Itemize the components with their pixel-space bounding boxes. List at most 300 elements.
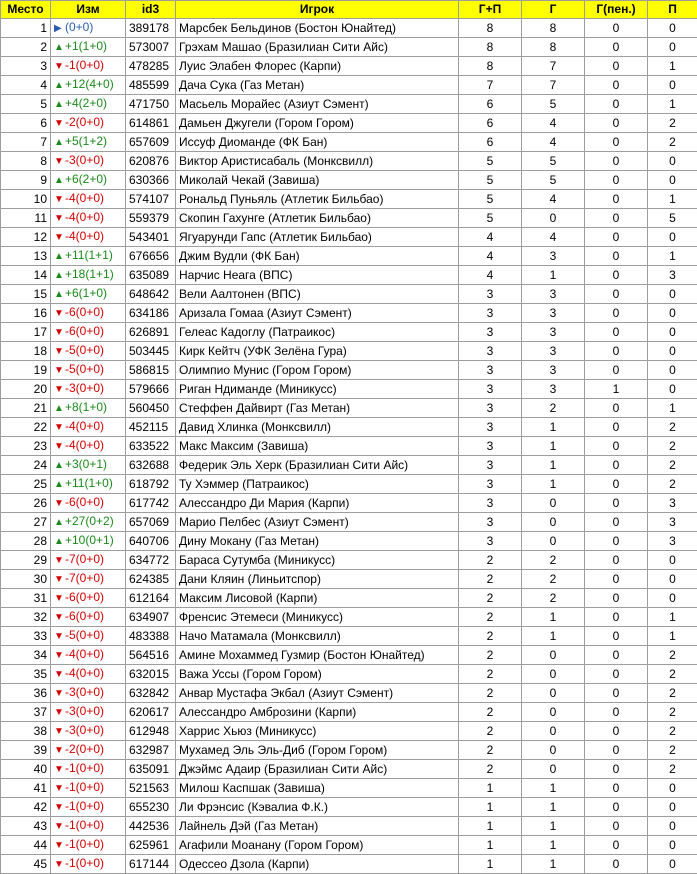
- goals-cell[interactable]: 1: [522, 437, 585, 456]
- penalty-goals-cell[interactable]: 0: [585, 152, 648, 171]
- rank-cell[interactable]: 7: [1, 133, 51, 152]
- rank-cell[interactable]: 4: [1, 76, 51, 95]
- player-cell[interactable]: Дача Сука (Газ Метан): [176, 76, 459, 95]
- rank-cell[interactable]: 32: [1, 608, 51, 627]
- rank-cell[interactable]: 37: [1, 703, 51, 722]
- id-cell[interactable]: 612164: [126, 589, 176, 608]
- goals-assists-cell[interactable]: 1: [459, 836, 522, 855]
- assists-cell[interactable]: 2: [648, 456, 697, 475]
- rank-cell[interactable]: 22: [1, 418, 51, 437]
- change-cell[interactable]: [51, 741, 126, 760]
- table-row[interactable]: [1, 456, 697, 475]
- goals-assists-cell[interactable]: 8: [459, 57, 522, 76]
- goals-assists-cell[interactable]: 2: [459, 703, 522, 722]
- table-row[interactable]: [1, 570, 697, 589]
- penalty-goals-cell[interactable]: 0: [585, 133, 648, 152]
- id-cell[interactable]: 626891: [126, 323, 176, 342]
- goals-cell[interactable]: 1: [522, 779, 585, 798]
- goals-assists-cell[interactable]: 8: [459, 38, 522, 57]
- table-row[interactable]: [1, 133, 697, 152]
- change-cell[interactable]: [51, 133, 126, 152]
- goals-assists-cell[interactable]: 8: [459, 19, 522, 38]
- goals-assists-cell[interactable]: 1: [459, 798, 522, 817]
- assists-cell[interactable]: 0: [648, 570, 697, 589]
- assists-cell[interactable]: 2: [648, 684, 697, 703]
- change-cell[interactable]: [51, 703, 126, 722]
- player-cell[interactable]: Максим Лисовой (Карпи): [176, 589, 459, 608]
- goals-assists-cell[interactable]: 6: [459, 114, 522, 133]
- goals-cell[interactable]: 4: [522, 228, 585, 247]
- assists-cell[interactable]: 0: [648, 380, 697, 399]
- assists-cell[interactable]: 2: [648, 760, 697, 779]
- goals-cell[interactable]: 3: [522, 323, 585, 342]
- player-cell[interactable]: Одессео Дзола (Карпи): [176, 855, 459, 874]
- change-cell[interactable]: [51, 532, 126, 551]
- player-cell[interactable]: Милош Каспшак (Завиша): [176, 779, 459, 798]
- player-cell[interactable]: Амине Мохаммед Гузмир (Бостон Юнайтед): [176, 646, 459, 665]
- goals-assists-cell[interactable]: 3: [459, 304, 522, 323]
- penalty-goals-cell[interactable]: 0: [585, 437, 648, 456]
- goals-assists-cell[interactable]: 3: [459, 437, 522, 456]
- goals-assists-cell[interactable]: 6: [459, 133, 522, 152]
- goals-assists-cell[interactable]: 2: [459, 665, 522, 684]
- table-row[interactable]: [1, 836, 697, 855]
- assists-cell[interactable]: 1: [648, 57, 697, 76]
- goals-assists-cell[interactable]: 2: [459, 589, 522, 608]
- table-row[interactable]: [1, 551, 697, 570]
- id-cell[interactable]: 632688: [126, 456, 176, 475]
- goals-cell[interactable]: 3: [522, 304, 585, 323]
- goals-assists-cell[interactable]: 3: [459, 494, 522, 513]
- player-cell[interactable]: Мухамед Эль Эль-Диб (Гором Гором): [176, 741, 459, 760]
- assists-cell[interactable]: 0: [648, 817, 697, 836]
- table-row[interactable]: [1, 627, 697, 646]
- assists-cell[interactable]: 2: [648, 741, 697, 760]
- penalty-goals-cell[interactable]: 0: [585, 494, 648, 513]
- table-row[interactable]: [1, 855, 697, 874]
- goals-assists-cell[interactable]: 3: [459, 513, 522, 532]
- id-cell[interactable]: 620876: [126, 152, 176, 171]
- goals-cell[interactable]: 0: [522, 513, 585, 532]
- goals-cell[interactable]: 2: [522, 570, 585, 589]
- goals-assists-cell[interactable]: 4: [459, 247, 522, 266]
- penalty-goals-cell[interactable]: 0: [585, 817, 648, 836]
- table-row[interactable]: [1, 513, 697, 532]
- goals-assists-cell[interactable]: 3: [459, 380, 522, 399]
- rank-cell[interactable]: 3: [1, 57, 51, 76]
- player-cell[interactable]: Нарчис Неага (ВПС): [176, 266, 459, 285]
- change-cell[interactable]: [51, 798, 126, 817]
- rank-cell[interactable]: 9: [1, 171, 51, 190]
- assists-cell[interactable]: 0: [648, 361, 697, 380]
- player-cell[interactable]: Луис Элабен Флорес (Карпи): [176, 57, 459, 76]
- goals-cell[interactable]: 0: [522, 760, 585, 779]
- goals-assists-cell[interactable]: 2: [459, 760, 522, 779]
- rank-cell[interactable]: 13: [1, 247, 51, 266]
- change-cell[interactable]: [51, 684, 126, 703]
- change-cell[interactable]: [51, 114, 126, 133]
- player-cell[interactable]: Ягуарунди Гапс (Атлетик Бильбао): [176, 228, 459, 247]
- table-row[interactable]: [1, 342, 697, 361]
- assists-cell[interactable]: 2: [648, 646, 697, 665]
- goals-cell[interactable]: 7: [522, 76, 585, 95]
- change-cell[interactable]: [51, 380, 126, 399]
- player-cell[interactable]: Аризала Гомаа (Азиут Сэмент): [176, 304, 459, 323]
- player-cell[interactable]: Марсбек Бельдинов (Бостон Юнайтед): [176, 19, 459, 38]
- table-row[interactable]: [1, 228, 697, 247]
- rank-cell[interactable]: 24: [1, 456, 51, 475]
- penalty-goals-cell[interactable]: 0: [585, 285, 648, 304]
- goals-cell[interactable]: 8: [522, 38, 585, 57]
- rank-cell[interactable]: 33: [1, 627, 51, 646]
- player-cell[interactable]: Дину Мокану (Газ Метан): [176, 532, 459, 551]
- change-cell[interactable]: [51, 190, 126, 209]
- goals-assists-cell[interactable]: 3: [459, 532, 522, 551]
- table-row[interactable]: [1, 247, 697, 266]
- change-cell[interactable]: [51, 551, 126, 570]
- change-cell[interactable]: [51, 228, 126, 247]
- change-cell[interactable]: [51, 836, 126, 855]
- penalty-goals-cell[interactable]: 0: [585, 114, 648, 133]
- id-cell[interactable]: 617742: [126, 494, 176, 513]
- rank-cell[interactable]: 35: [1, 665, 51, 684]
- table-row[interactable]: [1, 684, 697, 703]
- rank-cell[interactable]: 17: [1, 323, 51, 342]
- table-row[interactable]: [1, 703, 697, 722]
- change-cell[interactable]: [51, 627, 126, 646]
- id-cell[interactable]: 640706: [126, 532, 176, 551]
- change-cell[interactable]: [51, 475, 126, 494]
- id-cell[interactable]: 657609: [126, 133, 176, 152]
- table-row[interactable]: [1, 380, 697, 399]
- id-cell[interactable]: 483388: [126, 627, 176, 646]
- player-cell[interactable]: Рональд Пуньяль (Атлетик Бильбао): [176, 190, 459, 209]
- id-cell[interactable]: 543401: [126, 228, 176, 247]
- goals-cell[interactable]: 1: [522, 798, 585, 817]
- assists-cell[interactable]: 0: [648, 304, 697, 323]
- id-cell[interactable]: 676656: [126, 247, 176, 266]
- goals-assists-cell[interactable]: 3: [459, 418, 522, 437]
- rank-cell[interactable]: 18: [1, 342, 51, 361]
- rank-cell[interactable]: 21: [1, 399, 51, 418]
- penalty-goals-cell[interactable]: 0: [585, 836, 648, 855]
- goals-cell[interactable]: 3: [522, 285, 585, 304]
- penalty-goals-cell[interactable]: 0: [585, 532, 648, 551]
- rank-cell[interactable]: 39: [1, 741, 51, 760]
- change-cell[interactable]: [51, 817, 126, 836]
- table-row[interactable]: [1, 722, 697, 741]
- penalty-goals-cell[interactable]: 0: [585, 456, 648, 475]
- assists-cell[interactable]: 2: [648, 133, 697, 152]
- id-cell[interactable]: 655230: [126, 798, 176, 817]
- rank-cell[interactable]: 25: [1, 475, 51, 494]
- header-penalty-goals[interactable]: Г(пен.): [585, 1, 648, 19]
- table-row[interactable]: [1, 475, 697, 494]
- id-cell[interactable]: 632987: [126, 741, 176, 760]
- goals-cell[interactable]: 1: [522, 855, 585, 874]
- goals-cell[interactable]: 1: [522, 266, 585, 285]
- goals-assists-cell[interactable]: 2: [459, 722, 522, 741]
- id-cell[interactable]: 574107: [126, 190, 176, 209]
- id-cell[interactable]: 521563: [126, 779, 176, 798]
- id-cell[interactable]: 442536: [126, 817, 176, 836]
- assists-cell[interactable]: 0: [648, 855, 697, 874]
- rank-cell[interactable]: 6: [1, 114, 51, 133]
- assists-cell[interactable]: 0: [648, 798, 697, 817]
- change-cell[interactable]: [51, 665, 126, 684]
- goals-cell[interactable]: 5: [522, 171, 585, 190]
- goals-assists-cell[interactable]: 2: [459, 551, 522, 570]
- change-cell[interactable]: [51, 247, 126, 266]
- header-goals-assists[interactable]: Г+П: [459, 1, 522, 19]
- goals-cell[interactable]: 2: [522, 551, 585, 570]
- table-row[interactable]: [1, 266, 697, 285]
- goals-assists-cell[interactable]: 2: [459, 570, 522, 589]
- goals-cell[interactable]: 5: [522, 95, 585, 114]
- id-cell[interactable]: 452115: [126, 418, 176, 437]
- player-cell[interactable]: Френсис Этемеси (Миникусс): [176, 608, 459, 627]
- penalty-goals-cell[interactable]: 0: [585, 95, 648, 114]
- assists-cell[interactable]: 0: [648, 779, 697, 798]
- goals-cell[interactable]: 3: [522, 380, 585, 399]
- rank-cell[interactable]: 10: [1, 190, 51, 209]
- penalty-goals-cell[interactable]: 0: [585, 399, 648, 418]
- assists-cell[interactable]: 1: [648, 190, 697, 209]
- rank-cell[interactable]: 15: [1, 285, 51, 304]
- table-row[interactable]: [1, 152, 697, 171]
- id-cell[interactable]: 485599: [126, 76, 176, 95]
- penalty-goals-cell[interactable]: 0: [585, 361, 648, 380]
- header-rank[interactable]: Место: [1, 1, 51, 19]
- player-cell[interactable]: Джим Вудли (ФК Бан): [176, 247, 459, 266]
- change-cell[interactable]: [51, 57, 126, 76]
- player-cell[interactable]: Риган Ндиманде (Миникусс): [176, 380, 459, 399]
- goals-cell[interactable]: 5: [522, 152, 585, 171]
- goals-assists-cell[interactable]: 3: [459, 361, 522, 380]
- player-cell[interactable]: Ли Фрэнсис (Кэвалиа Ф.К.): [176, 798, 459, 817]
- id-cell[interactable]: 471750: [126, 95, 176, 114]
- goals-cell[interactable]: 3: [522, 361, 585, 380]
- player-cell[interactable]: Дани Кляин (Линьитспор): [176, 570, 459, 589]
- id-cell[interactable]: 635091: [126, 760, 176, 779]
- id-cell[interactable]: 635089: [126, 266, 176, 285]
- table-row[interactable]: [1, 608, 697, 627]
- table-row[interactable]: [1, 741, 697, 760]
- penalty-goals-cell[interactable]: 0: [585, 665, 648, 684]
- penalty-goals-cell[interactable]: 0: [585, 589, 648, 608]
- rank-cell[interactable]: 45: [1, 855, 51, 874]
- rank-cell[interactable]: 14: [1, 266, 51, 285]
- player-cell[interactable]: Анвар Мустафа Экбал (Азиут Сэмент): [176, 684, 459, 703]
- header-goals[interactable]: Г: [522, 1, 585, 19]
- penalty-goals-cell[interactable]: 0: [585, 798, 648, 817]
- goals-cell[interactable]: 1: [522, 817, 585, 836]
- goals-assists-cell[interactable]: 2: [459, 627, 522, 646]
- assists-cell[interactable]: 0: [648, 342, 697, 361]
- change-cell[interactable]: [51, 171, 126, 190]
- player-cell[interactable]: Агафили Моанану (Гором Гором): [176, 836, 459, 855]
- table-row[interactable]: [1, 304, 697, 323]
- assists-cell[interactable]: 2: [648, 437, 697, 456]
- table-row[interactable]: [1, 57, 697, 76]
- assists-cell[interactable]: 0: [648, 551, 697, 570]
- player-cell[interactable]: Иссуф Диоманде (ФК Бан): [176, 133, 459, 152]
- assists-cell[interactable]: 2: [648, 722, 697, 741]
- id-cell[interactable]: 632842: [126, 684, 176, 703]
- id-cell[interactable]: 634907: [126, 608, 176, 627]
- table-row[interactable]: [1, 589, 697, 608]
- penalty-goals-cell[interactable]: 0: [585, 418, 648, 437]
- change-cell[interactable]: [51, 855, 126, 874]
- table-row[interactable]: [1, 494, 697, 513]
- player-cell[interactable]: Виктор Аристисабаль (Монксвилл): [176, 152, 459, 171]
- table-row[interactable]: [1, 171, 697, 190]
- assists-cell[interactable]: 5: [648, 209, 697, 228]
- penalty-goals-cell[interactable]: 0: [585, 209, 648, 228]
- id-cell[interactable]: 389178: [126, 19, 176, 38]
- table-row[interactable]: [1, 817, 697, 836]
- id-cell[interactable]: 625961: [126, 836, 176, 855]
- change-cell[interactable]: [51, 285, 126, 304]
- penalty-goals-cell[interactable]: 0: [585, 779, 648, 798]
- penalty-goals-cell[interactable]: 0: [585, 760, 648, 779]
- goals-cell[interactable]: 7: [522, 57, 585, 76]
- rank-cell[interactable]: 31: [1, 589, 51, 608]
- penalty-goals-cell[interactable]: 0: [585, 171, 648, 190]
- goals-assists-cell[interactable]: 5: [459, 171, 522, 190]
- rank-cell[interactable]: 5: [1, 95, 51, 114]
- id-cell[interactable]: 559379: [126, 209, 176, 228]
- player-cell[interactable]: Алессандро Ди Мария (Карпи): [176, 494, 459, 513]
- goals-cell[interactable]: 0: [522, 646, 585, 665]
- rank-cell[interactable]: 19: [1, 361, 51, 380]
- goals-cell[interactable]: 1: [522, 608, 585, 627]
- player-cell[interactable]: Алессандро Амброзини (Карпи): [176, 703, 459, 722]
- player-cell[interactable]: Скопин Гахунге (Атлетик Бильбао): [176, 209, 459, 228]
- penalty-goals-cell[interactable]: 0: [585, 247, 648, 266]
- goals-cell[interactable]: 1: [522, 418, 585, 437]
- goals-cell[interactable]: 1: [522, 475, 585, 494]
- player-cell[interactable]: Важа Уссы (Гором Гором): [176, 665, 459, 684]
- goals-cell[interactable]: 0: [522, 532, 585, 551]
- change-cell[interactable]: [51, 19, 126, 38]
- id-cell[interactable]: 657069: [126, 513, 176, 532]
- penalty-goals-cell[interactable]: 0: [585, 684, 648, 703]
- penalty-goals-cell[interactable]: 0: [585, 342, 648, 361]
- goals-cell[interactable]: 0: [522, 684, 585, 703]
- rank-cell[interactable]: 34: [1, 646, 51, 665]
- change-cell[interactable]: [51, 266, 126, 285]
- change-cell[interactable]: [51, 38, 126, 57]
- table-row[interactable]: [1, 665, 697, 684]
- penalty-goals-cell[interactable]: 0: [585, 57, 648, 76]
- goals-cell[interactable]: 0: [522, 722, 585, 741]
- assists-cell[interactable]: 0: [648, 38, 697, 57]
- assists-cell[interactable]: 2: [648, 114, 697, 133]
- assists-cell[interactable]: 1: [648, 608, 697, 627]
- rank-cell[interactable]: 43: [1, 817, 51, 836]
- assists-cell[interactable]: 3: [648, 532, 697, 551]
- penalty-goals-cell[interactable]: 0: [585, 323, 648, 342]
- assists-cell[interactable]: 0: [648, 323, 697, 342]
- change-cell[interactable]: [51, 304, 126, 323]
- rank-cell[interactable]: 29: [1, 551, 51, 570]
- change-cell[interactable]: [51, 608, 126, 627]
- assists-cell[interactable]: 0: [648, 589, 697, 608]
- player-cell[interactable]: Масьель Морайес (Азиут Сэмент): [176, 95, 459, 114]
- id-cell[interactable]: 478285: [126, 57, 176, 76]
- player-cell[interactable]: Гелеас Кадоглу (Патраикос): [176, 323, 459, 342]
- goals-assists-cell[interactable]: 3: [459, 285, 522, 304]
- id-cell[interactable]: 634772: [126, 551, 176, 570]
- change-cell[interactable]: [51, 722, 126, 741]
- id-cell[interactable]: 632015: [126, 665, 176, 684]
- penalty-goals-cell[interactable]: 0: [585, 190, 648, 209]
- table-row[interactable]: [1, 646, 697, 665]
- player-cell[interactable]: Миколай Чекай (Завиша): [176, 171, 459, 190]
- table-row[interactable]: [1, 38, 697, 57]
- table-row[interactable]: [1, 532, 697, 551]
- assists-cell[interactable]: 2: [648, 475, 697, 494]
- penalty-goals-cell[interactable]: 0: [585, 608, 648, 627]
- id-cell[interactable]: 648642: [126, 285, 176, 304]
- goals-cell[interactable]: 3: [522, 247, 585, 266]
- goals-assists-cell[interactable]: 4: [459, 228, 522, 247]
- table-row[interactable]: [1, 114, 697, 133]
- player-cell[interactable]: Кирк Кейтч (УФК Зелёна Гура): [176, 342, 459, 361]
- goals-cell[interactable]: 0: [522, 703, 585, 722]
- player-cell[interactable]: Вели Аалтонен (ВПС): [176, 285, 459, 304]
- goals-cell[interactable]: 4: [522, 133, 585, 152]
- change-cell[interactable]: [51, 570, 126, 589]
- goals-cell[interactable]: 0: [522, 741, 585, 760]
- player-cell[interactable]: Макс Максим (Завиша): [176, 437, 459, 456]
- rank-cell[interactable]: 23: [1, 437, 51, 456]
- table-row[interactable]: [1, 190, 697, 209]
- goals-cell[interactable]: 0: [522, 665, 585, 684]
- rank-cell[interactable]: 41: [1, 779, 51, 798]
- assists-cell[interactable]: 1: [648, 399, 697, 418]
- player-cell[interactable]: Давид Хлинка (Монксвилл): [176, 418, 459, 437]
- rank-cell[interactable]: 11: [1, 209, 51, 228]
- change-cell[interactable]: [51, 456, 126, 475]
- id-cell[interactable]: 579666: [126, 380, 176, 399]
- goals-assists-cell[interactable]: 3: [459, 323, 522, 342]
- penalty-goals-cell[interactable]: 0: [585, 703, 648, 722]
- assists-cell[interactable]: 0: [648, 76, 697, 95]
- rank-cell[interactable]: 20: [1, 380, 51, 399]
- goals-assists-cell[interactable]: 1: [459, 855, 522, 874]
- goals-cell[interactable]: 3: [522, 342, 585, 361]
- rank-cell[interactable]: 1: [1, 19, 51, 38]
- rank-cell[interactable]: 27: [1, 513, 51, 532]
- penalty-goals-cell[interactable]: 0: [585, 304, 648, 323]
- player-cell[interactable]: Начо Матамала (Монксвилл): [176, 627, 459, 646]
- change-cell[interactable]: [51, 779, 126, 798]
- assists-cell[interactable]: 0: [648, 152, 697, 171]
- rank-cell[interactable]: 16: [1, 304, 51, 323]
- rank-cell[interactable]: 12: [1, 228, 51, 247]
- change-cell[interactable]: [51, 209, 126, 228]
- player-cell[interactable]: Харрис Хьюз (Миникусс): [176, 722, 459, 741]
- rank-cell[interactable]: 38: [1, 722, 51, 741]
- goals-cell[interactable]: 8: [522, 19, 585, 38]
- penalty-goals-cell[interactable]: 0: [585, 19, 648, 38]
- change-cell[interactable]: [51, 494, 126, 513]
- id-cell[interactable]: 624385: [126, 570, 176, 589]
- penalty-goals-cell[interactable]: 0: [585, 741, 648, 760]
- goals-assists-cell[interactable]: 2: [459, 684, 522, 703]
